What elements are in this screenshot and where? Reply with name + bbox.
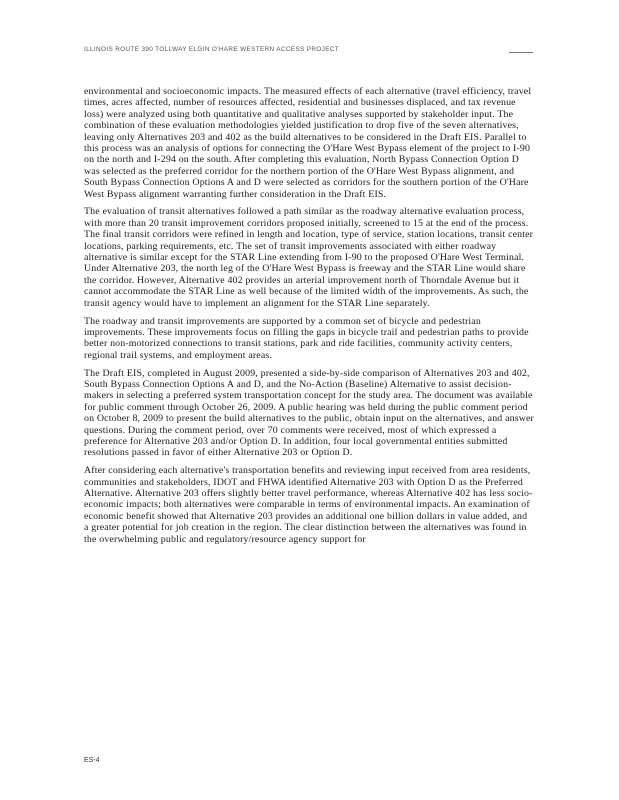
paragraph-bicycle-pedestrian: The roadway and transit improvements are supported by a common set of bicycle and pedestrian improvements. These improvements focus on filling the gaps in bicycle trail and pedestrian paths to provide better non-motorized connections to transit stations, park and ride facilities, community activity centers, regional trail systems, and employment areas. [84, 315, 529, 361]
paragraph-alternatives-screening: environmental and socioeconomic impacts. The measured effects of each alternative (travel efficiency, travel times, acres affected, number of resources affected, residential and businesses displaced, and tax revenue loss) were analyzed using both quantitative and qualitative analyses supported by stakeholder input. The combination of these evaluation methodologies yielded justification to drop five of the seven alternatives, leaving only Alternatives 203 and 402 as the build alternatives to be considered in the Draft EIS. Parallel to this process was an analysis of options for connecting the O'Hare West Bypass element of the project to I-90 on the north and I-294 on the south. After completing this evaluation, North Bypass Connection Option D was selected as the preferred corridor for the northern portion of the O'Hare West Bypass alignment, and South Bypass Connection Options A and D were selected as corridors for the southern portion of the O'Hare West Bypass alignment warranting further consideration in the Draft EIS. [84, 86, 532, 200]
paragraph-draft-eis: The Draft EIS, completed in August 2009, presented a side-by-side comparison of Alternatives 203 and 402, South Bypass Connection Options A and D, and the No-Action (Baseline) Alternative to assist decision-makers in selecting a preferred system transportation concept for the study area. The document was available for public comment through October 26, 2009. A public hearing was held during the public comment period on October 8, 2009 to present the build alternatives to the public, obtain input on the alternatives, and answer questions. During the comment period, over 70 comments were received, most of which expressed a preference for Alternative 203 and/or Option D. In addition, four local governmental entities submitted resolutions passed in favor of either Alternative 203 or Option D. [84, 367, 534, 459]
running-header: ILLINOIS ROUTE 390 TOLLWAY ELGIN O'HARE WESTERN ACCESS PROJECT [84, 46, 340, 53]
paragraph-transit-alternatives: The evaluation of transit alternatives followed a path similar as the roadway alternative evaluation process, with more than 20 transit improvement corridors proposed initially, screened to 15 at the end of the process. The final transit corridors were refined in length and location, type of service, station locations, transit center locations, parking requirements, etc. The set of transit improvements associated with either roadway alternative is similar except for the STAR Line extending from I-90 to the proposed O'Hare West Terminal. Under Alternative 203, the north leg of the O'Hare West Bypass is freeway and the STAR Line would share the corridor. However, Alternative 402 provides an arterial improvement north of Thorndale Avenue but it cannot accommodate the STAR Line as well because of the limited width of the improvements. As such, the transit agency would have to implement an alignment for the STAR Line separately. [84, 206, 534, 309]
body-text [84, 86, 534, 551]
paragraph-preferred-alternative: After considering each alternative's transportation benefits and reviewing input received from area residents, communities and stakeholders, IDOT and FHWA identified Alternative 203 with Option D as the Preferred Alternative. Alternative 203 offers slightly better travel performance, whereas Alternative 402 has less socio-economic impacts; both alternatives were comparable in terms of environmental impacts. An examination of economic benefit showed that Alternative 203 provides an additional one billion dollars in value added, and a greater potential for job creation in the region. The clear distinction between the alternatives was found in the overwhelming public and regulatory/resource agency support for [84, 465, 533, 545]
header-rule [509, 52, 533, 53]
page-number: ES-4 [84, 757, 100, 764]
